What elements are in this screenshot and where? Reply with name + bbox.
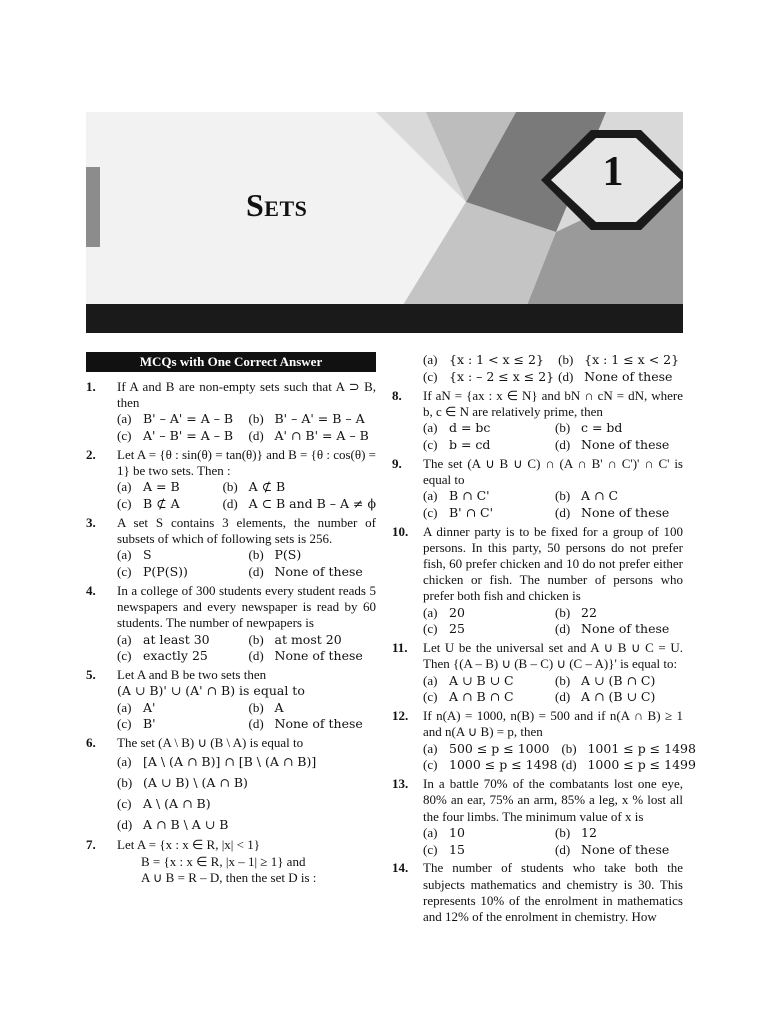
option-text: P(S) <box>274 547 302 563</box>
option-text: 500 ≤ p ≤ 1000 <box>449 740 550 756</box>
answer-option <box>249 632 377 649</box>
option-text: 1000 ≤ p ≤ 1498 <box>449 757 558 773</box>
option-label: (a) <box>117 631 132 647</box>
option-label: (a) <box>423 672 438 688</box>
options-grid <box>117 479 376 513</box>
option-label: (b) <box>248 631 264 647</box>
question-text: Let A and B be two sets then <box>117 667 267 683</box>
option-text: B ⊄ A <box>143 496 180 512</box>
question-number: 11. <box>392 640 408 656</box>
answer-option <box>223 496 376 513</box>
question-number: 6. <box>86 735 96 751</box>
answer-option <box>117 496 219 513</box>
question-item <box>392 388 683 454</box>
option-text: A ∩ (B ∪ C) <box>581 689 656 705</box>
option-text: b = cd <box>449 436 491 452</box>
question-item <box>392 524 683 639</box>
option-label: (b) <box>222 479 238 495</box>
section-heading: MCQs with One Correct Answer <box>86 352 376 372</box>
answer-option <box>249 716 377 733</box>
option-text: None of these <box>581 621 670 637</box>
question-item <box>86 379 376 445</box>
option-label: (a) <box>423 824 438 840</box>
option-label: (c) <box>117 648 132 664</box>
option-text: B' ∩ C' <box>449 504 494 520</box>
option-label: (d) <box>558 368 574 384</box>
option-text: exactly 25 <box>143 648 208 664</box>
answer-option <box>423 605 551 622</box>
question-text: The set (A \ B) ∪ (B \ A) is equal to <box>117 735 304 751</box>
question-item <box>392 456 683 522</box>
option-text: 22 <box>581 604 597 620</box>
chapter-title: Sets <box>246 187 308 223</box>
question-number: 1. <box>86 379 96 394</box>
question-number: 12. <box>392 708 409 724</box>
option-text: S <box>143 547 152 563</box>
answer-option <box>423 505 551 522</box>
options-grid <box>117 547 376 581</box>
question-number: 2. <box>86 447 96 462</box>
answer-option <box>117 716 245 733</box>
question-item <box>86 583 376 665</box>
option-text: 10 <box>449 824 465 840</box>
option-label: (d) <box>248 716 264 732</box>
option-text: {x : 1 ≤ x < 2} <box>584 352 680 367</box>
question-number: 10. <box>392 523 409 539</box>
option-label: (c) <box>423 368 438 384</box>
option-text: 15 <box>449 841 465 857</box>
answer-option <box>423 437 551 454</box>
option-text: B ∩ C' <box>449 488 490 503</box>
option-label: (c) <box>117 428 132 444</box>
option-text: at least 30 <box>143 631 210 647</box>
option-text: d = bc <box>449 420 491 435</box>
option-text: None of these <box>581 436 670 452</box>
option-text: A ∩ B ∩ C <box>449 689 514 705</box>
option-text: None of these <box>274 564 363 580</box>
answer-option <box>555 842 683 859</box>
right-column <box>392 352 696 927</box>
option-text: 12 <box>581 824 597 840</box>
answer-option <box>555 605 683 622</box>
question-line: B = {x : x ∈ R, |x – 1| ≥ 1} and <box>141 853 306 869</box>
option-label: (d) <box>248 428 264 444</box>
option-text: 1000 ≤ p ≤ 1499 <box>587 757 696 773</box>
option-text: A \ (A ∩ B) <box>143 796 211 812</box>
answer-option <box>249 700 377 717</box>
answer-option <box>555 437 683 454</box>
options-grid <box>423 605 683 639</box>
question-item <box>86 837 376 886</box>
option-label: (c) <box>423 757 438 773</box>
question-number: 3. <box>86 515 96 530</box>
option-label: (b) <box>248 411 264 427</box>
answer-option <box>117 632 245 649</box>
answer-option <box>223 479 376 496</box>
option-label: (c) <box>117 564 132 580</box>
option-text: None of these <box>274 648 363 664</box>
answer-option <box>423 621 551 638</box>
options-grid <box>423 673 683 707</box>
option-text: A = B <box>143 479 180 495</box>
option-text: {x : 1 < x ≤ 2} <box>449 352 544 367</box>
question-number: 5. <box>86 667 96 683</box>
options-grid <box>423 740 696 775</box>
question-number: 7. <box>86 837 96 853</box>
question-item <box>392 708 696 774</box>
option-label: (c) <box>423 436 438 452</box>
answer-option <box>423 673 551 690</box>
option-text: 25 <box>449 621 465 637</box>
option-label: (b) <box>555 672 571 688</box>
option-label: (b) <box>555 420 571 435</box>
option-label: (b) <box>558 352 574 367</box>
answer-option <box>555 673 683 690</box>
question-text: A dinner party is to be fixed for a group of 100 persons. In this party, 50 persons do not prefer fish, 60 prefer chicken and 10 do not prefer either chicken or fish. The number of persons who prefer both fish and chicken is <box>423 523 683 604</box>
option-label: (d) <box>555 504 571 520</box>
answer-option <box>249 411 377 428</box>
answer-option <box>117 411 245 428</box>
option-text: None of these <box>581 504 670 520</box>
option-text: 20 <box>449 604 465 620</box>
question-item <box>392 776 683 858</box>
answer-option <box>423 825 551 842</box>
option-text: A' ∩ B' = A – B <box>274 428 369 444</box>
option-label: (c) <box>423 689 438 705</box>
answer-option <box>117 772 376 793</box>
option-text: A <box>274 699 284 715</box>
options-grid <box>117 751 376 835</box>
question-item <box>86 667 376 733</box>
answer-option <box>561 741 695 758</box>
question-item <box>392 640 683 706</box>
question-text: Let A = {θ : sin(θ) = tan(θ)} and B = {θ : cos(θ) = 1} be two sets. Then : <box>117 447 376 479</box>
question-text: Let U be the universal set and A ∪ B ∪ C = U. Then {(A – B) ∪ (B – C) ∪ (C – A)}' is equal to: <box>423 640 683 672</box>
question-item <box>86 515 376 581</box>
question-number: 4. <box>86 583 96 598</box>
question-text: A set S contains 3 elements, the number of subsets of which of following sets is 256. <box>117 515 376 547</box>
option-label: (a) <box>423 352 438 367</box>
option-text: A ∪ (B ∩ C) <box>581 672 656 688</box>
answer-option <box>117 428 245 445</box>
option-label: (c) <box>423 504 438 520</box>
option-text: 1001 ≤ p ≤ 1498 <box>587 740 696 756</box>
answer-option <box>558 352 683 369</box>
options-grid <box>423 488 683 522</box>
option-text: None of these <box>584 368 673 384</box>
answer-option <box>249 428 377 445</box>
option-label: (b) <box>555 824 571 840</box>
answer-option <box>117 479 219 496</box>
option-label: (d) <box>555 689 571 705</box>
option-text: None of these <box>581 841 670 857</box>
option-label: (d) <box>248 648 264 664</box>
answer-option <box>555 689 683 706</box>
question-text: If aN = {ax : x ∈ N} and bN ∩ cN = dN, where b, c ∈ N are relatively prime, then <box>423 387 683 419</box>
option-text: (A ∪ B) \ (A ∩ B) <box>143 775 248 791</box>
question-number: 8. <box>392 387 402 403</box>
question-item <box>392 860 683 925</box>
question-text: The number of students who take both the subjects mathematics and chemistry is 30. This represents 10% of the enrolment in mathematics and 12% of the enrolment in chemistry. How <box>423 860 683 925</box>
option-label: (a) <box>423 604 438 620</box>
question-number: 9. <box>392 455 402 471</box>
answer-option <box>558 369 683 386</box>
answer-option <box>423 741 557 758</box>
question-number: 14. <box>392 860 409 876</box>
option-label: (b) <box>555 488 571 503</box>
answer-option <box>555 825 683 842</box>
option-text: B' – A' = A – B <box>143 411 234 427</box>
option-label: (a) <box>117 754 132 770</box>
options-grid <box>423 825 683 859</box>
answer-option <box>117 648 245 665</box>
option-text: B' – A' = B – A <box>274 411 365 427</box>
question-text: Let A = {x : x ∈ R, |x| < 1} <box>117 837 260 853</box>
answer-option <box>423 842 551 859</box>
answer-option <box>423 352 554 369</box>
option-label: (a) <box>117 547 132 563</box>
left-column <box>86 352 376 888</box>
options-grid <box>117 700 376 734</box>
options-grid <box>423 352 683 386</box>
chapter-number: 1 <box>602 149 624 195</box>
option-label: (d) <box>248 564 264 580</box>
option-label: (c) <box>117 496 132 512</box>
option-label: (a) <box>423 420 438 435</box>
option-label: (c) <box>423 621 438 637</box>
question-item <box>392 352 683 386</box>
option-text: c = bd <box>581 420 623 435</box>
option-label: (d) <box>555 621 571 637</box>
question-text: If n(A) = 1000, n(B) = 500 and if n(A ∩ B) ≥ 1 and n(A ∪ B) = p, then <box>423 708 683 740</box>
option-text: [A \ (A ∩ B)] ∩ [B \ (A ∩ B)] <box>143 754 317 770</box>
answer-option <box>423 369 554 386</box>
option-label: (c) <box>117 796 132 812</box>
answer-option <box>555 621 683 638</box>
option-label: (b) <box>248 547 264 563</box>
option-label: (a) <box>423 740 438 756</box>
question-number: 13. <box>392 776 409 792</box>
option-label: (a) <box>117 479 132 495</box>
answer-option <box>555 420 683 437</box>
question-text: The set (A ∪ B ∪ C) ∩ (A ∩ B' ∩ C')' ∩ C' is equal to <box>423 455 683 487</box>
option-label: (a) <box>117 699 132 715</box>
answer-option <box>249 564 377 581</box>
option-text: B' <box>143 716 156 732</box>
answer-option <box>423 757 557 774</box>
banner-graphic <box>86 112 683 333</box>
question-item <box>86 735 376 835</box>
question-text: In a battle 70% of the combatants lost one eye, 80% an ear, 75% an arm, 85% a leg, x % lost all the four limbs. The minimum value of x is <box>423 776 683 824</box>
option-text: {x : – 2 ≤ x ≤ 2} <box>449 368 555 384</box>
question-item <box>86 447 376 513</box>
option-label: (b) <box>248 699 264 715</box>
option-text: A' <box>143 699 156 715</box>
chapter-banner <box>86 112 683 333</box>
option-label: (b) <box>561 740 577 756</box>
option-text: at most 20 <box>274 631 342 647</box>
option-text: A ∩ C <box>581 488 619 503</box>
answer-option <box>561 757 695 774</box>
left-question-list <box>86 379 376 886</box>
answer-option <box>117 547 245 564</box>
option-label: (d) <box>555 436 571 452</box>
option-text: A ∩ B \ A ∪ B <box>143 817 229 833</box>
options-grid <box>423 420 683 454</box>
question-expression: (A ∪ B)' ∪ (A' ∩ B) is equal to <box>117 683 305 699</box>
options-grid <box>117 632 376 666</box>
answer-option <box>117 700 245 717</box>
answer-option <box>555 505 683 522</box>
right-question-list <box>392 352 696 925</box>
option-label: (d) <box>222 496 238 512</box>
answer-option <box>423 689 551 706</box>
answer-option <box>117 814 376 835</box>
option-text: A ⊄ B <box>248 479 286 495</box>
answer-option <box>423 420 551 437</box>
question-text: In a college of 300 students every student reads 5 newspapers and every newspaper is read by 60 students. The number of newpapers is <box>117 583 376 631</box>
option-label: (b) <box>117 775 133 791</box>
option-label: (c) <box>423 841 438 857</box>
question-text: If A and B are non-empty sets such that A ⊃ B, then <box>117 379 376 411</box>
option-text: P(P(S)) <box>143 564 188 580</box>
option-label: (d) <box>117 817 133 833</box>
answer-option <box>117 751 376 772</box>
option-text: None of these <box>274 716 363 732</box>
answer-option <box>423 488 551 505</box>
option-text: A ∪ B ∪ C <box>449 672 514 688</box>
option-label: (d) <box>555 841 571 857</box>
answer-option <box>249 648 377 665</box>
answer-option <box>555 488 683 505</box>
option-text: A' – B' = A – B <box>143 428 234 444</box>
option-label: (a) <box>117 411 132 427</box>
answer-option <box>117 793 376 814</box>
answer-option <box>249 547 377 564</box>
option-label: (d) <box>561 757 577 773</box>
options-grid <box>117 411 376 445</box>
question-line: A ∪ B = R – D, then the set D is : <box>141 869 317 885</box>
option-label: (b) <box>555 604 571 620</box>
option-text: A ⊂ B and B – A ≠ ϕ <box>248 496 376 512</box>
option-label: (c) <box>117 716 132 732</box>
answer-option <box>117 564 245 581</box>
option-label: (a) <box>423 488 438 503</box>
